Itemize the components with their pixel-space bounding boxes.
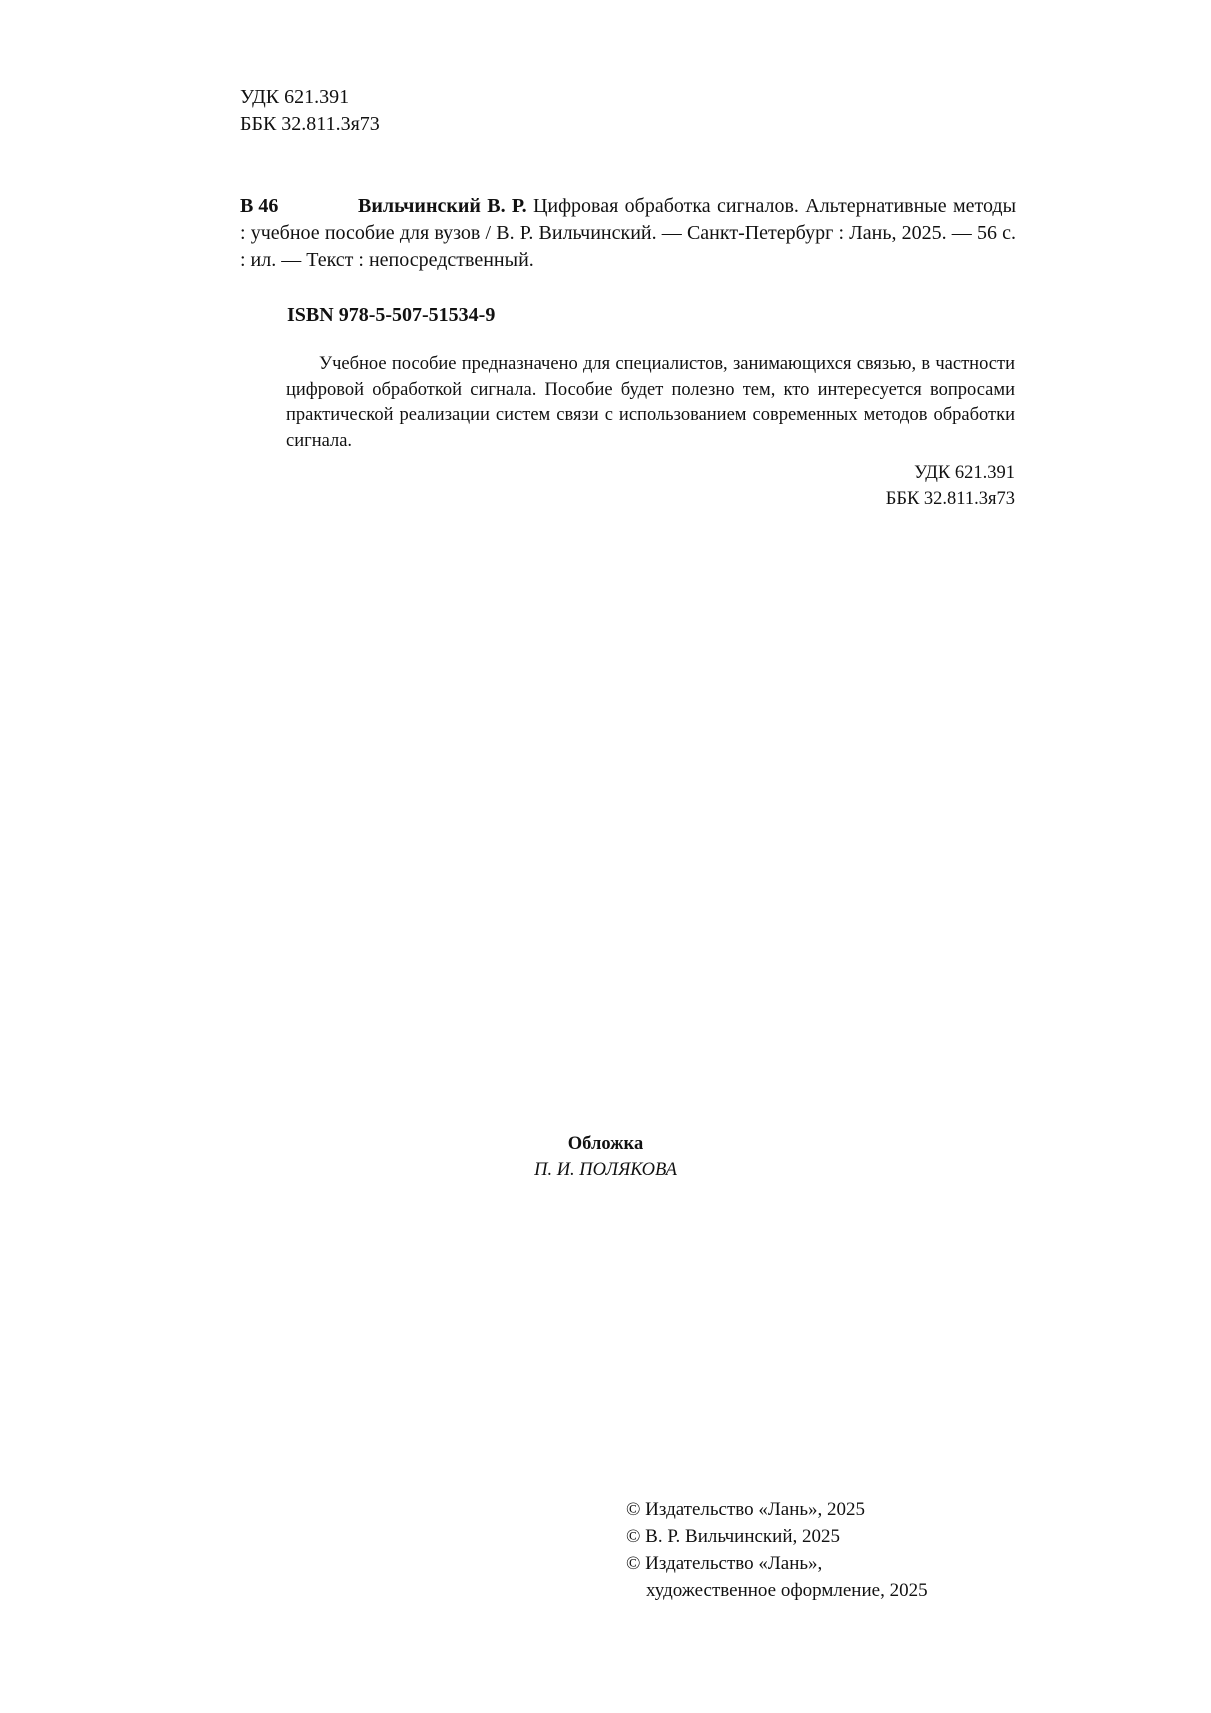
annotation-udk-code: УДК 621.391 (914, 463, 1015, 483)
copyright-notices (626, 1496, 928, 1604)
author-name: Вильчинский В. Р. (358, 195, 527, 217)
udk-code: УДК 621.391 (240, 86, 350, 108)
isbn: ISBN 978-5-507-51534-9 (287, 304, 496, 326)
annotation-bbk-code: ББК 32.811.3я73 (885, 488, 1015, 509)
classification-codes-top (240, 84, 380, 138)
author-mark: В 46 (240, 195, 279, 217)
cover-credit (0, 1131, 1211, 1183)
cover-designer: П. И. ПОЛЯКОВА (534, 1160, 677, 1180)
bibliographic-entry (240, 193, 1016, 274)
classification-codes-annotation (286, 461, 1015, 512)
annotation-text: Учебное пособие предназначено для специалистов, занимающихся связью, в частности цифровой обработкой сигнала. Пособие будет полезно тем, кто интересуется вопросами практической реализации систем связи с использованием современных методов обработки сигнала. (286, 354, 1015, 451)
copyright-publisher: © Издательство «Лань», 2025 (626, 1499, 866, 1520)
cover-label: Обложка (567, 1134, 644, 1154)
description-text: Цифровая обработка сигналов. Альтернативные методы : учебное пособие для вузов / В. Р. Вильчинский. — Санкт-Петербург : Лань, 2025. — 56 с. : ил. — Текст : непосредственный. (240, 195, 1016, 271)
copyright-author: © В. Р. Вильчинский, 2025 (626, 1526, 840, 1547)
bibliographic-description (240, 193, 1016, 274)
copyright-design-continued: художественное оформление, 2025 (646, 1580, 928, 1601)
copyright-design: © Издательство «Лань», (626, 1553, 823, 1574)
annotation (286, 352, 1015, 512)
bbk-code: ББК 32.811.3я73 (240, 113, 380, 135)
